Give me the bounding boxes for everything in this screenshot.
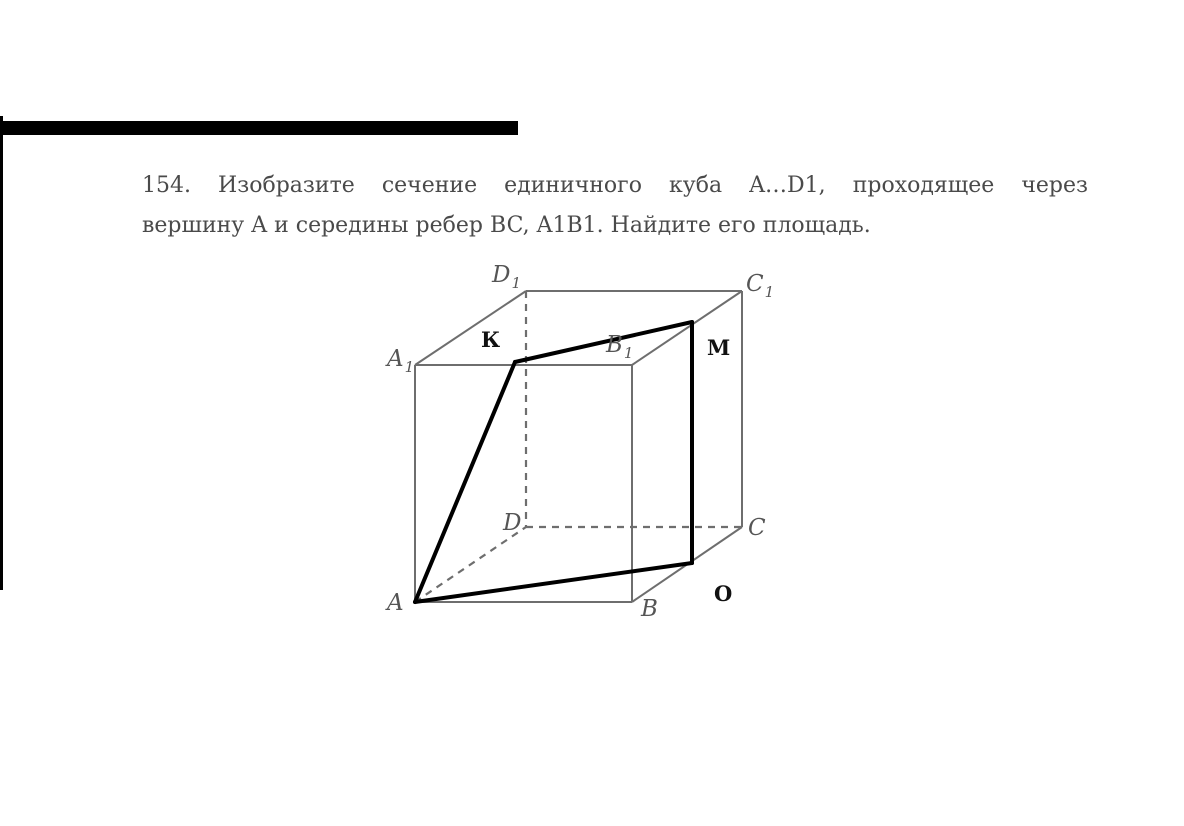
point-label-k: К (481, 327, 501, 352)
point-label-m: M (707, 335, 731, 360)
vertex-label-b: B (641, 596, 658, 622)
edge-a1d1 (415, 291, 526, 365)
section-edge-ak (415, 362, 515, 602)
vertex-label-c1: $C_1$ (746, 271, 775, 301)
problem-line-1: 154. Изобразите сечение единичного куба A…D1, проходящее через (142, 173, 1088, 198)
vertex-label-a1: $A_1$ (387, 346, 415, 376)
vertex-label-c: C (748, 515, 766, 541)
vertex-label-d1: $D_1$ (492, 262, 521, 292)
vertex-label-a: A (387, 590, 404, 616)
problem-line-2: вершину A и середины ребер BC, A1B1. Найдите его площадь. (142, 213, 871, 238)
point-label-o: O (714, 581, 733, 606)
vertex-label-b1: $B_1$ (606, 332, 634, 362)
vertex-label-d: D (503, 510, 522, 536)
